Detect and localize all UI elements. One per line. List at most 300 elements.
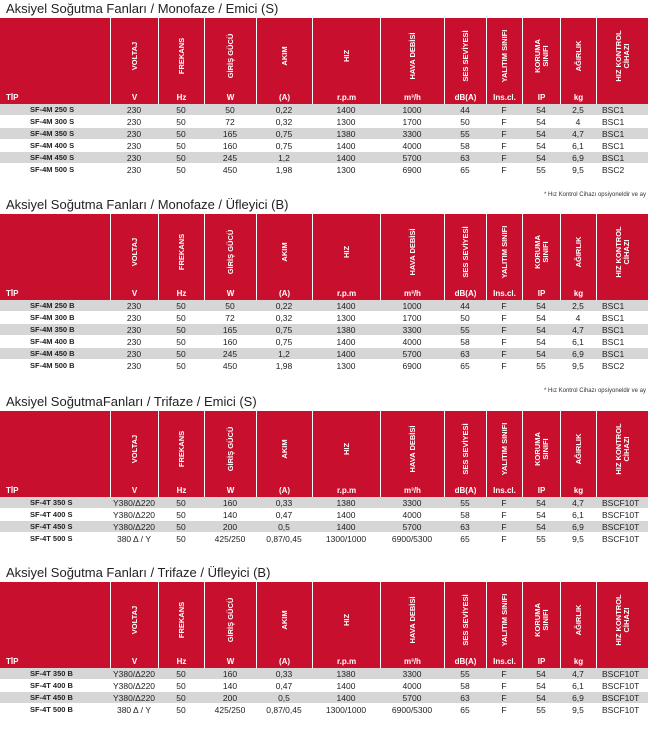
table-cell: 63 xyxy=(460,693,470,703)
table-row xyxy=(0,521,648,533)
table-cell: 54 xyxy=(536,313,546,323)
section-title: Aksiyel SoğutmaFanları / Trifaze / Emici (S) xyxy=(6,394,257,409)
table-cell: Y380/Δ220 xyxy=(112,498,156,508)
header-unit: kg xyxy=(573,289,584,298)
header-label: VOLTAJ xyxy=(129,434,139,464)
table-row xyxy=(0,116,648,128)
table-cell: F xyxy=(501,693,507,703)
header-cell xyxy=(486,411,522,497)
table-cell: 140 xyxy=(222,681,238,691)
table-cell: 4000 xyxy=(402,681,422,691)
header-cell xyxy=(204,582,256,668)
table-cell: 230 xyxy=(126,105,142,115)
header-unit: m³/h xyxy=(404,657,421,666)
header-cell xyxy=(596,582,648,668)
header-label: AĞIRLIK xyxy=(573,236,583,268)
header-cell xyxy=(560,18,596,104)
table-cell: F xyxy=(501,681,507,691)
header-label: SES SEVİYESİ xyxy=(460,226,470,278)
table-cell: 50 xyxy=(176,361,186,371)
footnote: * Hız Kontrol Cihazı opsiyoneldir ve ay xyxy=(543,388,646,394)
table-cell: 0,33 xyxy=(275,498,293,508)
model-name: SF-4T 400 S xyxy=(30,510,73,519)
header-label: AKIM xyxy=(279,610,289,630)
table-cell: BSC1 xyxy=(602,117,625,127)
table-cell: 50 xyxy=(176,669,186,679)
table-cell: 3300 xyxy=(402,669,422,679)
table-cell: 6,1 xyxy=(572,141,584,151)
table-row xyxy=(0,336,648,348)
table-cell: 50 xyxy=(176,522,186,532)
header-cell xyxy=(204,214,256,300)
table-cell: 230 xyxy=(126,141,142,151)
table-body xyxy=(0,300,648,372)
table-cell: 1400 xyxy=(336,153,356,163)
header-unit: r.p.m xyxy=(336,657,357,666)
header-unit: IP xyxy=(537,657,546,666)
section-title: Aksiyel Soğutma Fanları / Monofaze / Emici (S) xyxy=(6,1,279,16)
header-label: FREKANS xyxy=(176,233,186,271)
header-unit: V xyxy=(131,657,138,666)
table-cell: 50 xyxy=(176,498,186,508)
table-cell: BSC1 xyxy=(602,349,625,359)
model-name: SF-4M 450 B xyxy=(30,349,75,358)
model-name: SF-4M 350 S xyxy=(30,129,75,138)
table-cell: 1,2 xyxy=(278,349,290,359)
table-cell: 54 xyxy=(536,301,546,311)
table-cell: 6,1 xyxy=(572,681,584,691)
table-cell: F xyxy=(501,498,507,508)
table-header xyxy=(0,582,648,668)
header-cell-tip xyxy=(0,214,110,300)
header-cell xyxy=(560,214,596,300)
table-row xyxy=(0,104,648,116)
table-cell: 50 xyxy=(176,349,186,359)
header-label: GİRİŞ GÜCÜ xyxy=(225,426,235,472)
table-cell: 1,98 xyxy=(275,361,293,371)
table-cell: 140 xyxy=(222,510,238,520)
table-cell: 230 xyxy=(126,153,142,163)
header-label: AĞIRLIK xyxy=(573,604,583,636)
table-cell: 54 xyxy=(536,522,546,532)
table-cell: 0,22 xyxy=(275,301,293,311)
table-cell: BSC1 xyxy=(602,105,625,115)
table-cell: 50 xyxy=(176,141,186,151)
table-cell: F xyxy=(501,337,507,347)
header-unit: V xyxy=(131,289,138,298)
model-name: SF-4M 500 B xyxy=(30,361,75,370)
header-cell-tip xyxy=(0,582,110,668)
table-cell: 50 xyxy=(225,301,235,311)
header-unit: V xyxy=(131,93,138,102)
table-cell: Y380/Δ220 xyxy=(112,669,156,679)
table-cell: 50 xyxy=(176,325,186,335)
table-cell: 1000 xyxy=(402,105,422,115)
table-cell: 50 xyxy=(176,510,186,520)
table-cell: 1380 xyxy=(336,129,356,139)
table-row xyxy=(0,497,648,509)
header-cell xyxy=(380,18,444,104)
table-cell: 55 xyxy=(460,669,470,679)
table-cell: 230 xyxy=(126,165,142,175)
header-cell xyxy=(158,411,204,497)
table-row xyxy=(0,140,648,152)
table-cell: 230 xyxy=(126,117,142,127)
header-unit: V xyxy=(131,486,138,495)
table-cell: BSC1 xyxy=(602,337,625,347)
header-cell xyxy=(596,214,648,300)
header-label: HIZ KONTROL CİHAZI xyxy=(613,30,631,82)
header-unit: dB(A) xyxy=(454,657,477,666)
header-unit: (A) xyxy=(278,289,291,298)
table-cell: 5700 xyxy=(402,522,422,532)
header-cell xyxy=(444,214,486,300)
footnote: * Hız Kontrol Cihazı opsiyoneldir ve ay xyxy=(543,192,646,198)
header-label: YALITIM SINIFI xyxy=(499,422,509,476)
table-cell: 9,5 xyxy=(572,361,584,371)
header-tip-label: TİP xyxy=(6,657,19,666)
table-cell: 6,9 xyxy=(572,349,584,359)
table-cell: F xyxy=(501,105,507,115)
header-cell xyxy=(256,411,312,497)
table-cell: 54 xyxy=(536,117,546,127)
header-cell xyxy=(256,214,312,300)
table-cell: BSC1 xyxy=(602,153,625,163)
table-cell: F xyxy=(501,669,507,679)
model-name: SF-4M 250 S xyxy=(30,105,75,114)
header-cell xyxy=(522,214,560,300)
table-cell: 0,22 xyxy=(275,105,293,115)
header-unit: kg xyxy=(573,486,584,495)
header-unit: dB(A) xyxy=(454,289,477,298)
table-cell: 165 xyxy=(222,325,238,335)
table-cell: 54 xyxy=(536,105,546,115)
table-cell: 425/250 xyxy=(214,534,246,544)
model-name: SF-4M 400 B xyxy=(30,337,75,346)
table-cell: F xyxy=(501,361,507,371)
table-cell: BSC1 xyxy=(602,325,625,335)
header-label: HAVA DEBİSİ xyxy=(407,228,417,276)
table-cell: 1400 xyxy=(336,141,356,151)
header-label: SES SEVİYESİ xyxy=(460,594,470,646)
table-cell: 54 xyxy=(536,337,546,347)
table-cell: 1400 xyxy=(336,337,356,347)
table-cell: 230 xyxy=(126,349,142,359)
table-cell: 1300/1000 xyxy=(325,534,367,544)
header-cell xyxy=(560,582,596,668)
table-row xyxy=(0,509,648,521)
header-cell xyxy=(486,214,522,300)
table-cell: 1300 xyxy=(336,361,356,371)
table-cell: 450 xyxy=(222,165,238,175)
header-cell xyxy=(110,18,158,104)
section-2 xyxy=(0,196,648,372)
table-cell: 63 xyxy=(460,153,470,163)
table-cell: F xyxy=(501,141,507,151)
table-cell: 4,7 xyxy=(572,325,584,335)
table-row xyxy=(0,704,648,716)
header-label: FREKANS xyxy=(176,430,186,468)
table-cell: 160 xyxy=(222,669,238,679)
table-cell: 0,87/0,45 xyxy=(266,534,302,544)
header-unit: kg xyxy=(573,93,584,102)
table-cell: BSC2 xyxy=(602,165,625,175)
header-label: HIZ xyxy=(341,442,351,456)
model-name: SF-4M 250 B xyxy=(30,301,75,310)
table-row xyxy=(0,692,648,704)
table-cell: 5700 xyxy=(402,153,422,163)
table-cell: 0,47 xyxy=(275,510,293,520)
header-unit: Hz xyxy=(176,289,187,298)
table-cell: BSC1 xyxy=(602,313,625,323)
table-cell: 50 xyxy=(176,129,186,139)
model-name: SF-4T 350 S xyxy=(30,498,73,507)
header-label: AĞIRLIK xyxy=(573,433,583,465)
table-cell: 0,87/0,45 xyxy=(266,705,302,715)
header-cell xyxy=(312,18,380,104)
table-cell: 54 xyxy=(536,153,546,163)
table-row xyxy=(0,128,648,140)
header-cell xyxy=(444,411,486,497)
table-cell: Y380/Δ220 xyxy=(112,693,156,703)
table-cell: 0,32 xyxy=(275,313,293,323)
header-unit: dB(A) xyxy=(454,486,477,495)
table-cell: 54 xyxy=(536,325,546,335)
header-unit: Ins.cl. xyxy=(493,289,516,298)
table-cell: BSCF10T xyxy=(602,681,640,691)
header-label: HIZ xyxy=(341,245,351,259)
table-cell: 165 xyxy=(222,129,238,139)
header-label: HIZ KONTROL CİHAZI xyxy=(613,594,631,646)
table-cell: 245 xyxy=(222,153,238,163)
table-cell: 160 xyxy=(222,141,238,151)
header-cell xyxy=(110,582,158,668)
header-unit: Ins.cl. xyxy=(493,93,516,102)
section-3 xyxy=(0,393,648,545)
table-row xyxy=(0,152,648,164)
table-cell: 9,5 xyxy=(572,534,584,544)
table-row xyxy=(0,360,648,372)
table-cell: 55 xyxy=(536,534,546,544)
table-cell: 6,1 xyxy=(572,510,584,520)
table-cell: 380 Δ / Y xyxy=(116,705,152,715)
table-row xyxy=(0,300,648,312)
header-label: FREKANS xyxy=(176,601,186,639)
table-cell: 55 xyxy=(460,325,470,335)
table-cell: 1300 xyxy=(336,117,356,127)
header-unit: r.p.m xyxy=(336,289,357,298)
table-cell: 54 xyxy=(536,129,546,139)
header-unit: m³/h xyxy=(404,93,421,102)
table-cell: 0,33 xyxy=(275,669,293,679)
table-cell: F xyxy=(501,165,507,175)
table-cell: 1400 xyxy=(336,693,356,703)
table-cell: 1700 xyxy=(402,117,422,127)
table-cell: 230 xyxy=(126,129,142,139)
table-cell: BSCF10T xyxy=(602,705,640,715)
table-cell: 50 xyxy=(176,681,186,691)
table-cell: BSCF10T xyxy=(602,510,640,520)
model-name: SF-4T 500 B xyxy=(30,705,73,714)
model-name: SF-4M 300 S xyxy=(30,117,75,126)
header-cell xyxy=(444,18,486,104)
header-cell xyxy=(380,411,444,497)
header-cell xyxy=(158,214,204,300)
header-tip-label: TİP xyxy=(6,93,19,102)
header-unit: W xyxy=(226,289,235,298)
table-cell: BSCF10T xyxy=(602,669,640,679)
header-label: AKIM xyxy=(279,439,289,459)
header-label: YALITIM SINIFI xyxy=(499,593,509,647)
table-cell: 9,5 xyxy=(572,165,584,175)
table-cell: 1,2 xyxy=(278,153,290,163)
table-cell: F xyxy=(501,301,507,311)
table-cell: BSCF10T xyxy=(602,498,640,508)
table-cell: 50 xyxy=(176,301,186,311)
header-unit: IP xyxy=(537,486,546,495)
table-cell: 54 xyxy=(536,510,546,520)
table-cell: 65 xyxy=(460,165,470,175)
header-label: HAVA DEBİSİ xyxy=(407,32,417,80)
header-cell-tip xyxy=(0,411,110,497)
header-label: GİRİŞ GÜCÜ xyxy=(225,229,235,275)
header-unit: IP xyxy=(537,93,546,102)
table-cell: 230 xyxy=(126,301,142,311)
table-cell: 450 xyxy=(222,361,238,371)
table-cell: 65 xyxy=(460,705,470,715)
table-cell: 1700 xyxy=(402,313,422,323)
header-cell-tip xyxy=(0,18,110,104)
table-cell: 1400 xyxy=(336,349,356,359)
header-label: FREKANS xyxy=(176,37,186,75)
header-label: SES SEVİYESİ xyxy=(460,30,470,82)
header-unit: Hz xyxy=(176,486,187,495)
header-tip-label: TİP xyxy=(6,486,19,495)
table-cell: 44 xyxy=(460,301,470,311)
table-cell: F xyxy=(501,534,507,544)
model-name: SF-4M 300 B xyxy=(30,313,75,322)
header-unit: W xyxy=(226,93,235,102)
table-cell: 6,9 xyxy=(572,522,584,532)
header-label: HIZ KONTROL CİHAZI xyxy=(613,423,631,475)
table-cell: 65 xyxy=(460,361,470,371)
table-cell: 5700 xyxy=(402,349,422,359)
table-cell: 1300 xyxy=(336,165,356,175)
header-label: GİRİŞ GÜCÜ xyxy=(225,597,235,643)
section-1 xyxy=(0,0,648,176)
header-label: VOLTAJ xyxy=(129,605,139,635)
header-cell xyxy=(256,18,312,104)
model-name: SF-4M 500 S xyxy=(30,165,75,174)
table-cell: BSC1 xyxy=(602,301,625,311)
header-unit: Hz xyxy=(176,657,187,666)
section-title: Aksiyel Soğutma Fanları / Trifaze / Üfleyici (B) xyxy=(6,565,271,580)
header-cell xyxy=(204,18,256,104)
header-label: YALITIM SINIFI xyxy=(499,29,509,83)
table-cell: 1400 xyxy=(336,105,356,115)
header-unit: W xyxy=(226,486,235,495)
table-cell: BSCF10T xyxy=(602,693,640,703)
table-cell: 50 xyxy=(225,105,235,115)
model-name: SF-4T 500 S xyxy=(30,534,73,543)
table-cell: 2,5 xyxy=(572,301,584,311)
table-cell: 230 xyxy=(126,313,142,323)
table-cell: 245 xyxy=(222,349,238,359)
table-body xyxy=(0,104,648,176)
table-cell: 160 xyxy=(222,498,238,508)
table-cell: 4 xyxy=(575,313,581,323)
header-cell xyxy=(110,214,158,300)
table-cell: Y380/Δ220 xyxy=(112,522,156,532)
table-cell: 2,5 xyxy=(572,105,584,115)
table-header xyxy=(0,411,648,497)
header-label: KORUMA SINIFI xyxy=(532,235,550,269)
table-cell: F xyxy=(501,117,507,127)
model-name: SF-4M 450 S xyxy=(30,153,75,162)
header-cell xyxy=(312,582,380,668)
table-cell: 4,7 xyxy=(572,498,584,508)
table-cell: 44 xyxy=(460,105,470,115)
table-cell: 230 xyxy=(126,361,142,371)
header-label: SES SEVİYESİ xyxy=(460,423,470,475)
table-cell: 65 xyxy=(460,534,470,544)
table-cell: 1000 xyxy=(402,301,422,311)
table-cell: 54 xyxy=(536,693,546,703)
table-cell: 1380 xyxy=(336,498,356,508)
table-cell: Y380/Δ220 xyxy=(112,510,156,520)
table-cell: 4,7 xyxy=(572,129,584,139)
table-cell: F xyxy=(501,705,507,715)
table-row xyxy=(0,348,648,360)
table-cell: 0,47 xyxy=(275,681,293,691)
table-cell: 0,75 xyxy=(275,129,293,139)
table-cell: 4000 xyxy=(402,141,422,151)
header-label: VOLTAJ xyxy=(129,237,139,267)
header-cell xyxy=(256,582,312,668)
table-cell: F xyxy=(501,313,507,323)
header-unit: dB(A) xyxy=(454,93,477,102)
model-name: SF-4T 450 B xyxy=(30,693,73,702)
section-4 xyxy=(0,564,648,716)
table-cell: 6900/5300 xyxy=(391,705,433,715)
table-body xyxy=(0,497,648,545)
table-row xyxy=(0,164,648,176)
table-cell: 0,75 xyxy=(275,337,293,347)
header-label: VOLTAJ xyxy=(129,41,139,71)
table-cell: 6900 xyxy=(402,361,422,371)
table-cell: 50 xyxy=(176,153,186,163)
table-cell: 58 xyxy=(460,337,470,347)
header-tip-label: TİP xyxy=(6,289,19,298)
header-unit: (A) xyxy=(278,93,291,102)
table-cell: 0,75 xyxy=(275,141,293,151)
table-cell: 1400 xyxy=(336,681,356,691)
table-cell: 1400 xyxy=(336,522,356,532)
table-cell: 54 xyxy=(536,681,546,691)
table-cell: 6900 xyxy=(402,165,422,175)
table-cell: 380 Δ / Y xyxy=(116,534,152,544)
model-name: SF-4M 400 S xyxy=(30,141,75,150)
table-row xyxy=(0,312,648,324)
table-cell: 58 xyxy=(460,141,470,151)
model-name: SF-4T 400 B xyxy=(30,681,73,690)
table-cell: 50 xyxy=(176,705,186,715)
table-cell: 230 xyxy=(126,325,142,335)
table-cell: F xyxy=(501,129,507,139)
table-cell: 54 xyxy=(536,349,546,359)
table-cell: 5700 xyxy=(402,693,422,703)
header-label: HAVA DEBİSİ xyxy=(407,596,417,644)
